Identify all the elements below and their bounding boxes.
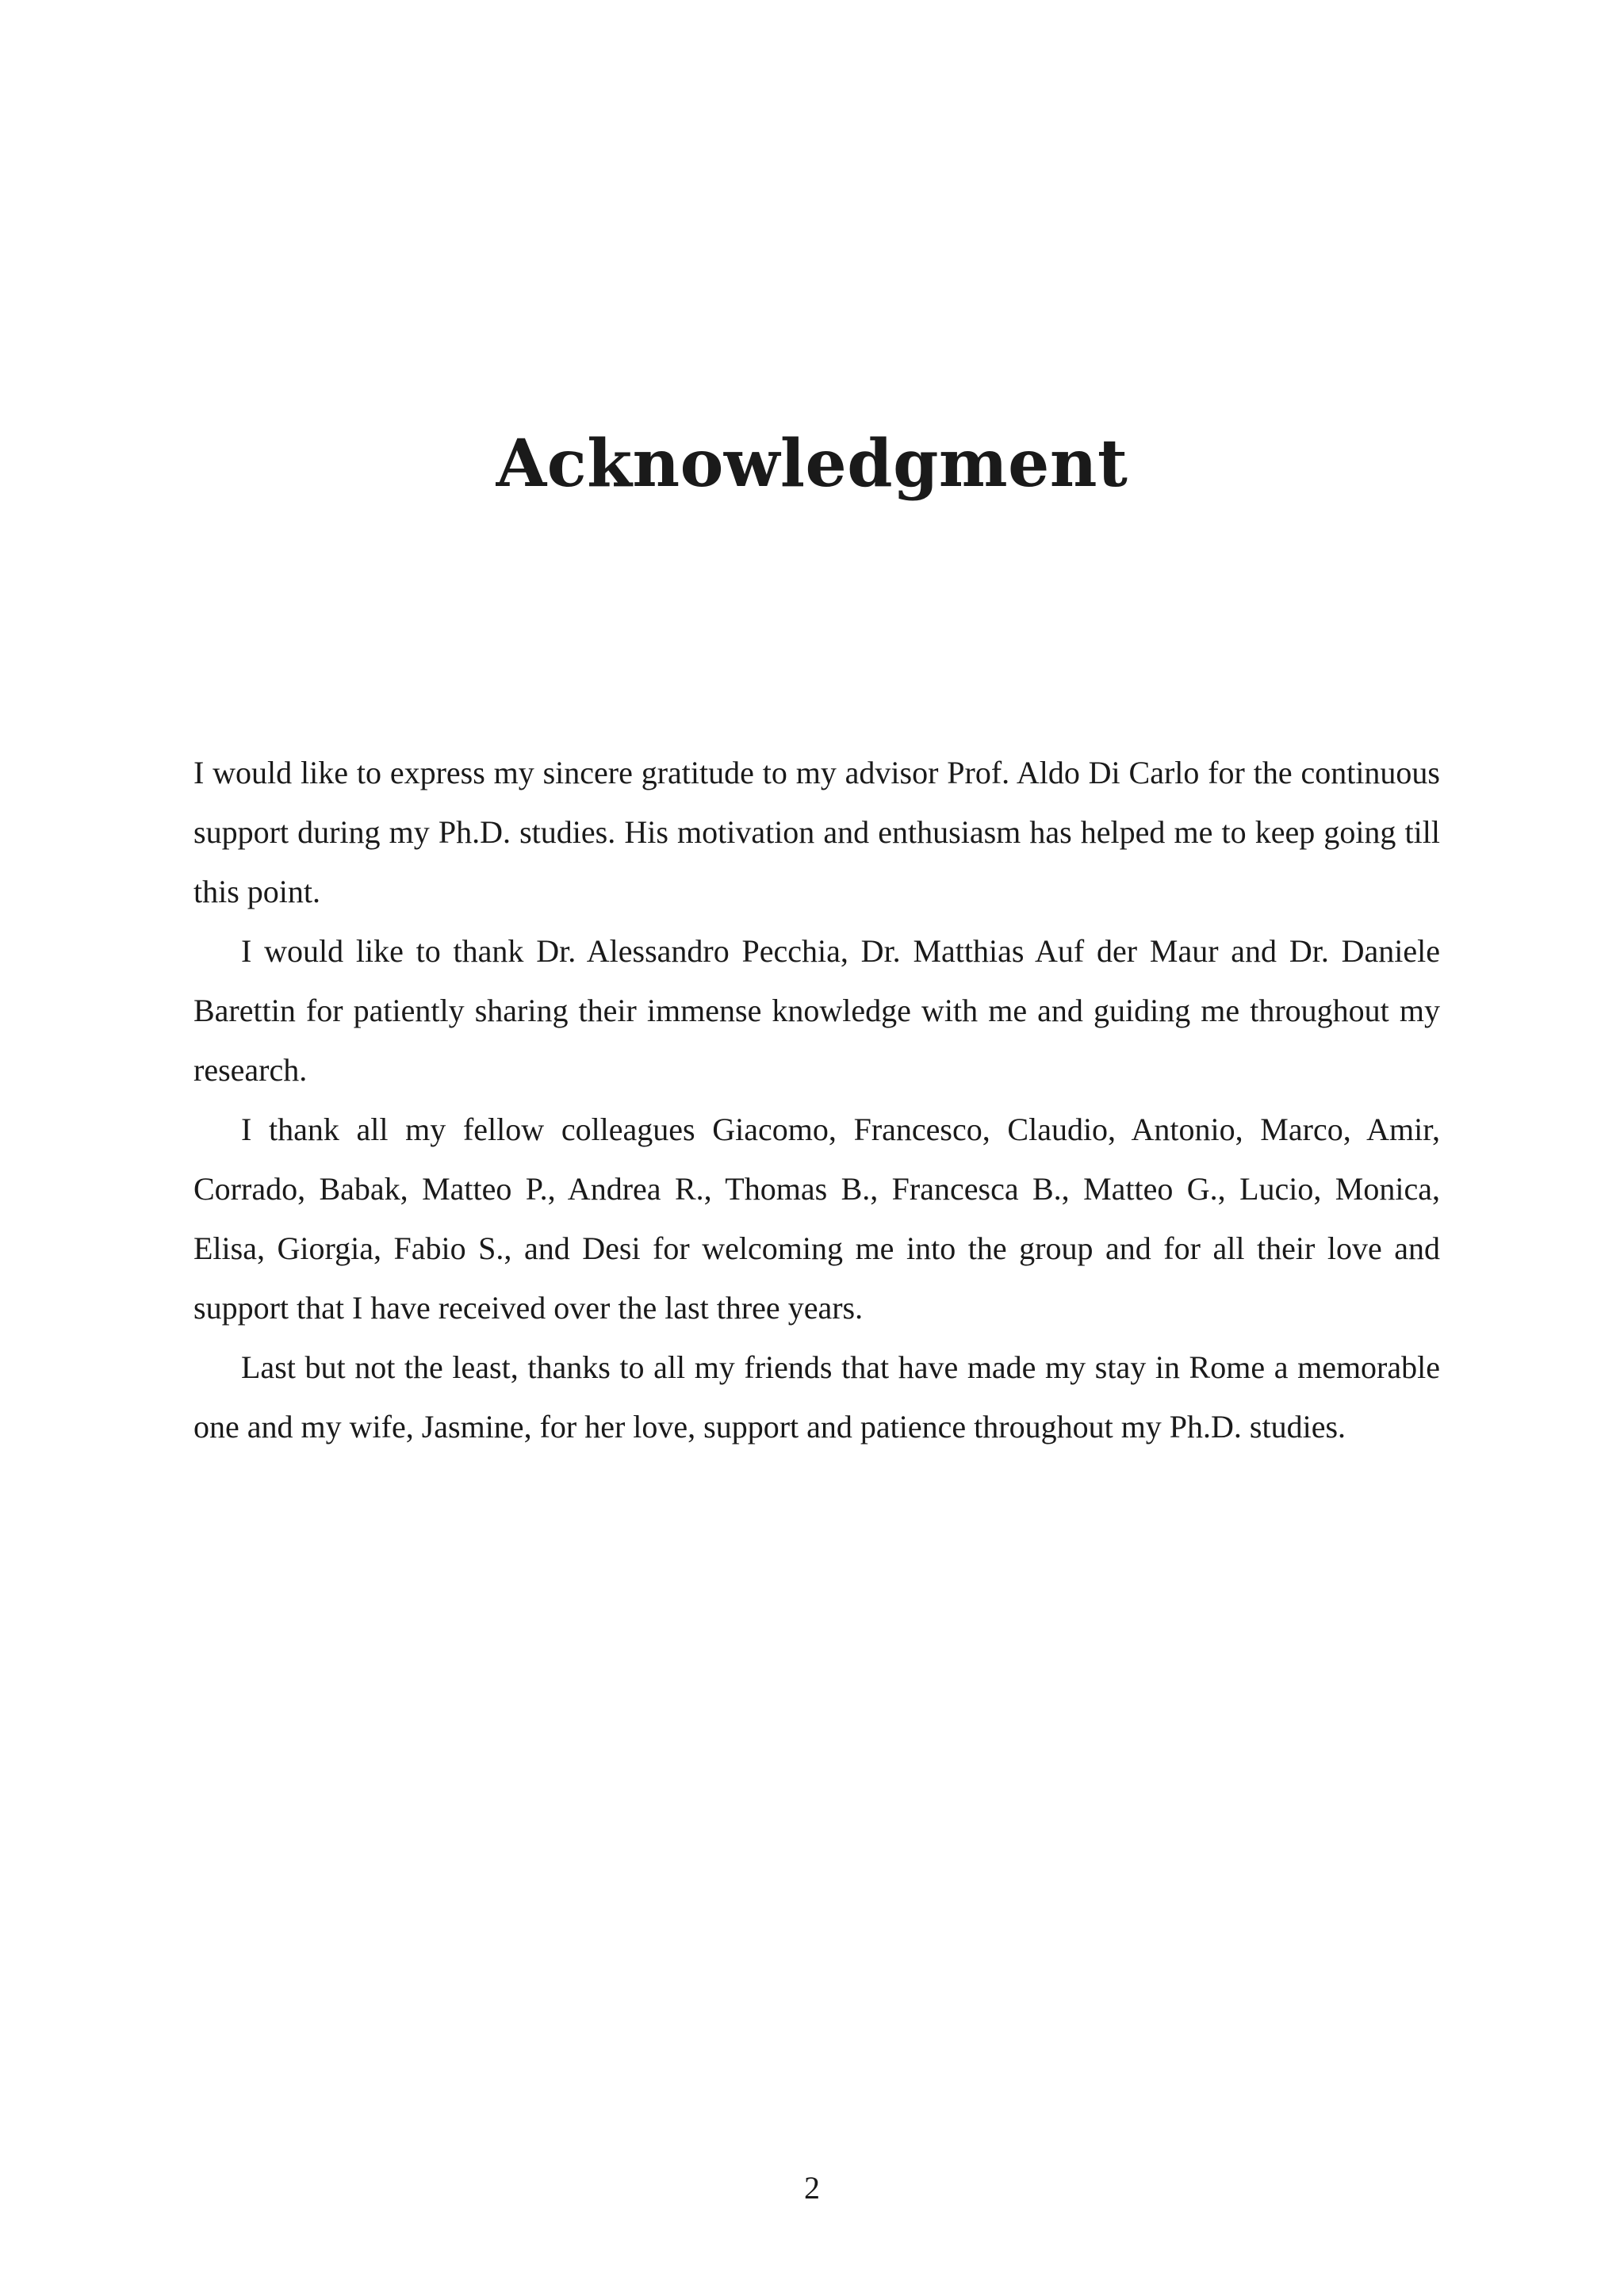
acknowledgment-body bbox=[193, 743, 1440, 1456]
page-title: Acknowledgment bbox=[496, 426, 1128, 502]
paragraph-advisor: I would like to express my sincere gratitude to my advisor Prof. Aldo Di Carlo for the continuous support during my Ph.D. studies. His motivation and enthusiasm has helped me to keep going till this point. bbox=[193, 755, 1440, 909]
paragraph-colleagues: I thank all my fellow colleagues Giacomo, Francesco, Claudio, Antonio, Marco, Amir, Corrado, Babak, Matteo P., Andrea R., Thomas B., Francesca B., Matteo G., Lucio, Monica, Elisa, Giorgia, Fabio S., and Desi for welcoming me into the group and for all their love and support that I have received over the last three years. bbox=[193, 1112, 1440, 1326]
page-number: 2 bbox=[804, 2170, 820, 2206]
paragraph-supervisors: I would like to thank Dr. Alessandro Pecchia, Dr. Matthias Auf der Maur and Dr. Daniele Barettin for patiently sharing their immense knowledge with me and guiding me throughout my research. bbox=[193, 933, 1440, 1088]
paragraph-friends-family: Last but not the least, thanks to all my friends that have made my stay in Rome a memorable one and my wife, Jasmine, for her love, support and patience throughout my Ph.D. studies. bbox=[193, 1349, 1440, 1445]
